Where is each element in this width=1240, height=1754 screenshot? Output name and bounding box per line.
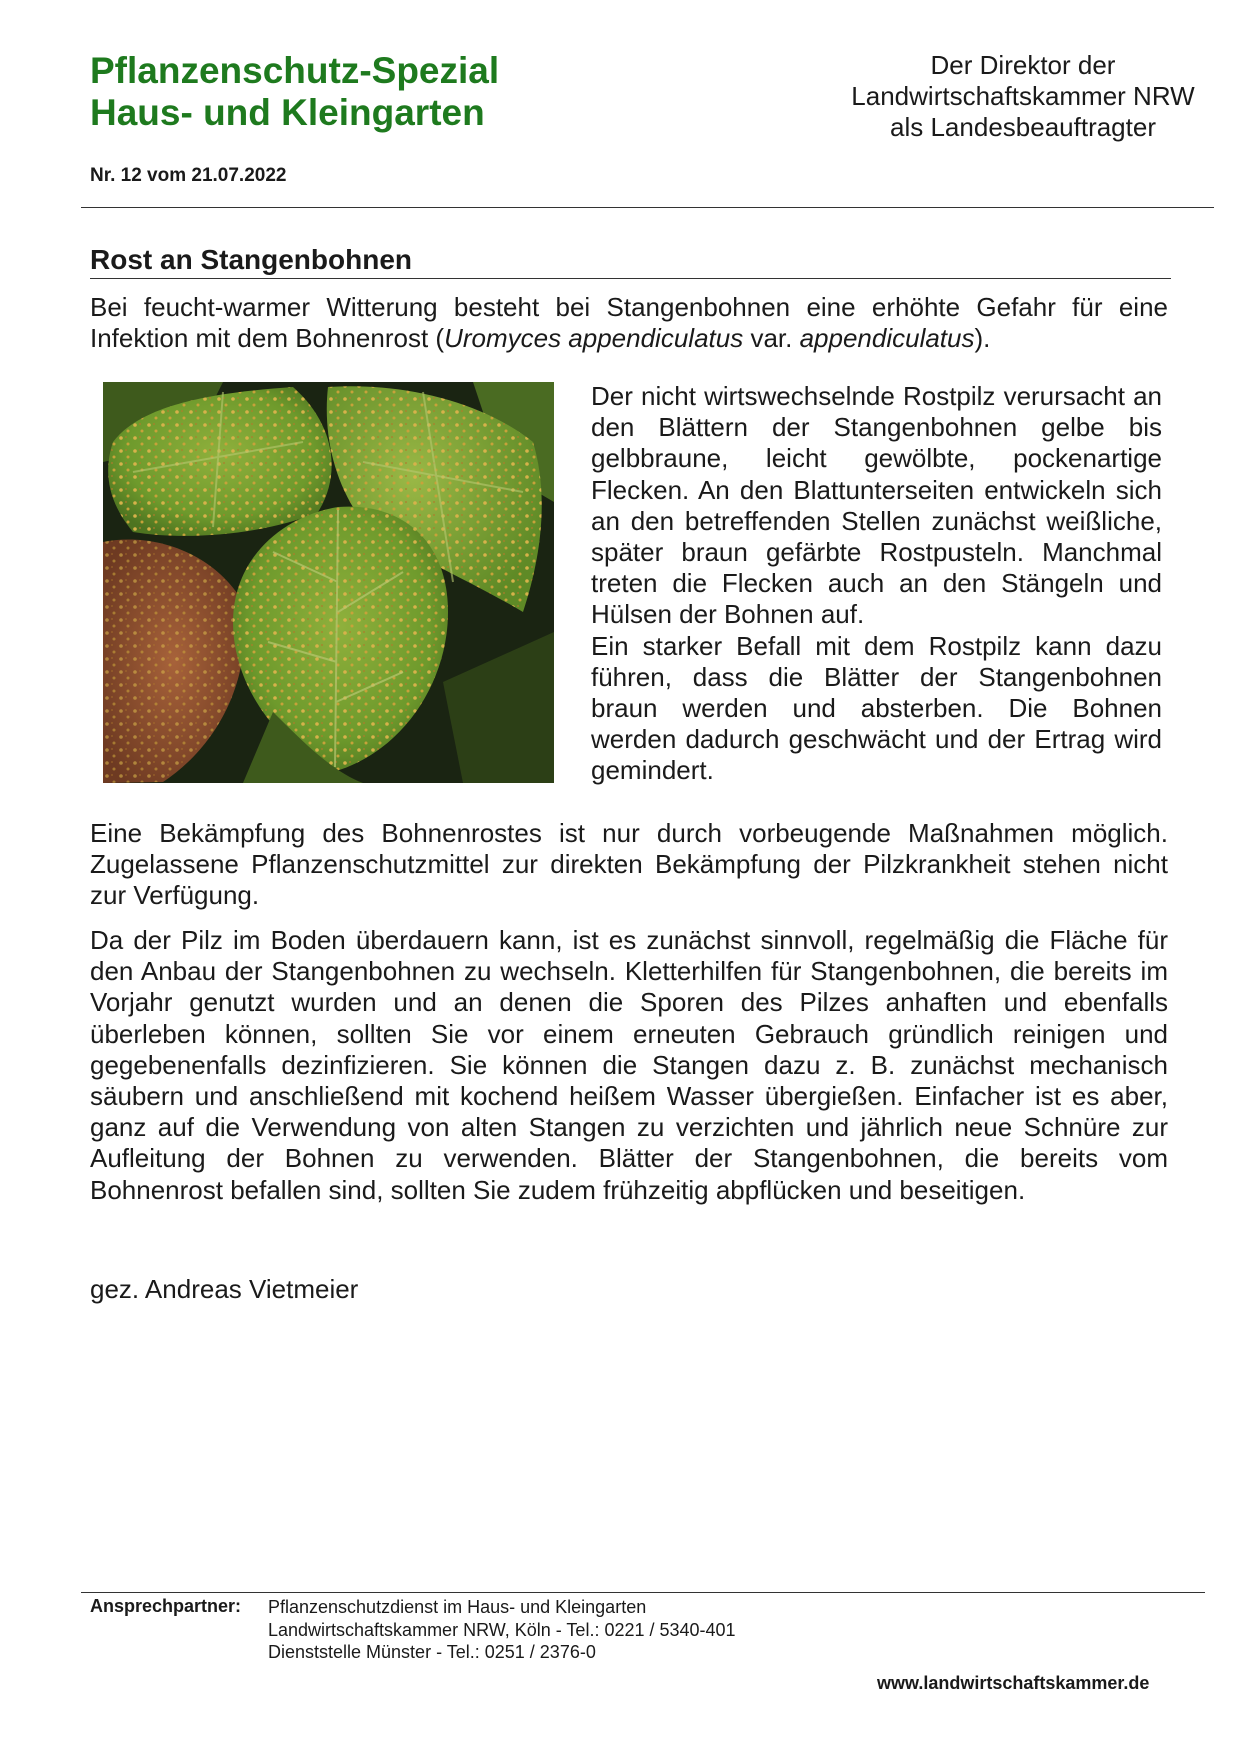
issuing-authority (836, 50, 1210, 143)
authority-line3: als Landesbeauftragter (890, 112, 1156, 142)
contact-label: Ansprechpartner: (90, 1596, 242, 1616)
contact-line2: Landwirtschaftskammer NRW, Köln - Tel.: 0221 / 5340-401 (268, 1619, 736, 1640)
damage-paragraph: Ein starker Befall mit dem Rostpilz kann dazu führen, dass die Blätter der Stangenbohnen braun werden und absterben. Die Bohnen werden dadurch geschwächt und der Ertrag wird gemindert. (591, 630, 1162, 786)
author-signature: gez. Andreas Vietmeier (90, 1274, 359, 1304)
authority-line2: Landwirtschaftskammer NRW (851, 81, 1195, 111)
symptoms-text-block (591, 381, 1162, 787)
contact-line3: Dienststelle Münster - Tel.: 0251 / 2376-0 (268, 1642, 596, 1662)
authority-line1: Der Direktor der (930, 50, 1116, 80)
symptoms-paragraph: Der nicht wirtswechselnde Rostpilz verursacht an den Blättern der Stangenbohnen gelbe bis gelbbraune, leicht gewölbte, pockenartige Flecken. An den Blattunterseiten entwickeln sich an den betreffenden Stellen zunächst weißliche, später braun gefärbte Rostpusteln. Manchmal treten die Flecken auch an den Stängeln und Hülsen der Bohnen auf. (591, 381, 1162, 630)
contact-line1: Pflanzenschutzdienst im Haus- und Kleingarten (268, 1597, 647, 1617)
variety-name: appendiculatus (799, 323, 975, 354)
contact-details (268, 1596, 736, 1664)
article-headline: Rost an Stangenbohnen (90, 244, 412, 275)
website-link[interactable]: www.landwirtschaftskammer.de (877, 1673, 1150, 1693)
footer-divider (81, 1592, 1205, 1593)
headline-underline (90, 278, 1171, 279)
publication-title-line1: Pflanzenschutz-Spezial (90, 50, 500, 91)
publication-title (90, 50, 499, 134)
control-paragraph: Eine Bekämpfung des Bohnenrostes ist nur durch vorbeugende Maßnahmen möglich. Zugelassene Pflanzenschutzmittel zur direkten Bekämpfung der Pilzkrankheit stehen nicht zur Verfügung. (90, 818, 1168, 911)
lead-paragraph (90, 292, 1168, 354)
lead-text-after: ). (974, 323, 991, 354)
issue-number-date: Nr. 12 vom 21.07.2022 (90, 165, 287, 186)
header-divider (81, 207, 1214, 208)
bean-rust-leaf-photo (103, 382, 554, 783)
publication-title-line2: Haus- und Kleingarten (90, 92, 485, 133)
prevention-paragraph: Da der Pilz im Boden überdauern kann, ist es zunächst sinnvoll, regelmäßig die Fläche für den Anbau der Stangenbohnen zu wechseln. Kletterhilfen für Stangenbohnen, die bereits im Vorjahr genutzt wurden und an denen die Sporen des Pilzes anhaften und ebenfalls überleben können, sollten Sie vor einem erneuten Gebrauch gründlich reinigen und gegebenenfalls dezinfizieren. Sie können die Stangen dazu z. B. zunächst mechanisch säubern und anschließend mit kochend heißem Wasser übergießen. Einfacher ist es aber, ganz auf die Verwendung von alten Stangen zu verzichten und jährlich neue Schnüre zur Aufleitung der Bohnen zu verwenden. Blätter der Stangenbohnen, die bereits vom Bohnenrost befallen sind, sollten Sie zudem frühzeitig abpflücken und beseitigen. (90, 925, 1168, 1205)
lead-text-before: Bei feucht-warmer Witterung besteht bei Stangenbohnen eine erhöhte Gefahr für eine Infektion mit dem Bohnenrost ( (90, 292, 1168, 354)
species-name: Uromyces appendiculatus (444, 323, 744, 354)
lead-text-middle: var. (743, 323, 800, 354)
